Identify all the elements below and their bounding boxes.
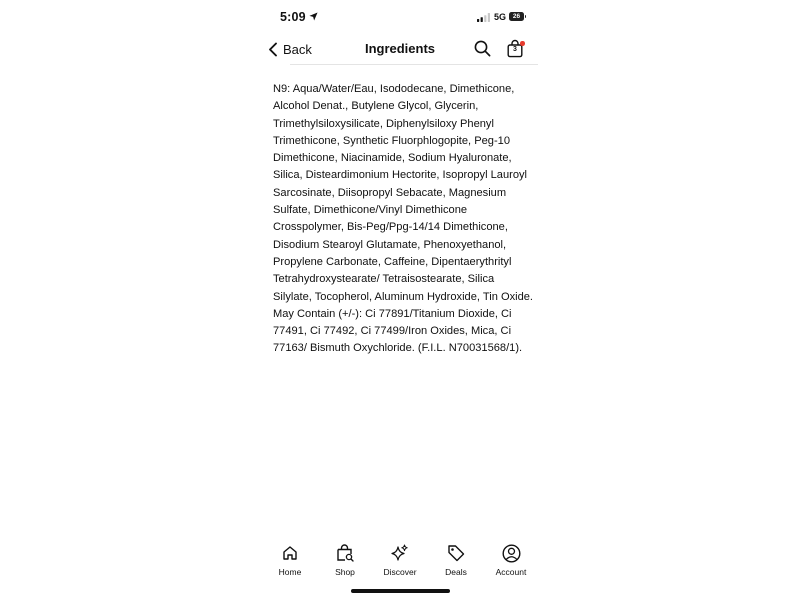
nav-header bbox=[262, 34, 538, 64]
notification-dot bbox=[520, 41, 525, 46]
bottom-tab-bar bbox=[262, 540, 538, 580]
tab-label-deals: Deals bbox=[445, 567, 467, 577]
tab-label-home: Home bbox=[278, 567, 302, 577]
home-icon bbox=[282, 545, 298, 561]
home-indicator[interactable] bbox=[351, 589, 450, 593]
tab-shop[interactable] bbox=[320, 543, 370, 577]
tab-label-discover: Discover bbox=[383, 567, 417, 577]
tab-account[interactable] bbox=[486, 543, 536, 577]
search-icon bbox=[474, 40, 491, 57]
page-title: Ingredients bbox=[364, 41, 436, 56]
back-label: Back bbox=[283, 41, 312, 57]
tab-label-account: Account bbox=[495, 567, 527, 577]
status-time: 5:09 bbox=[280, 10, 306, 24]
account-icon bbox=[502, 544, 521, 563]
tab-discover[interactable] bbox=[375, 543, 425, 577]
ingredients-list: N9: Aqua/Water/Eau, Isododecane, Dimethicone, Alcohol Denat., Butylene Glycol, Glycerin, Trimethylsiloxysilicate, Diphenylsiloxy Phenyl Trimethicone, Synthetic Fluorphlogopite, Peg-10 Dimethicone, Niacinamide, Sodium Hyaluronate, Silica, Disteardimonium Hectorite, Isopropyl Lauroyl Sarcosinate, Diisopropyl Sebacate, Magnesium Sulfate, Dimethicone/Vinyl Dimethicone Crosspolymer, Bis-Peg/Ppg-14/14 Dimethicone, Disodium Stearoyl Glutamate, Phenoxyethanol, Propylene Carbonate, Caffeine, Dipentaerythrityl Tetrahydroxystearate/ Tetraisostearate, Silica Silylate, Tocopherol, Aluminum Hydroxide, Tin Oxide. May Contain (+/-): Ci 77891/Titanium Dioxide, Ci 77491, Ci 77492, Ci 77499/Iron Oxides, Mica, Ci 77163/ Bismuth Oxychloride. (F.I.L. N70031568/1). bbox=[273, 83, 534, 355]
basket-count: 3 bbox=[513, 46, 517, 53]
signal-icon bbox=[477, 13, 491, 22]
basket-button[interactable] bbox=[506, 39, 526, 59]
tag-icon bbox=[447, 544, 465, 562]
status-bar bbox=[262, 0, 538, 34]
tab-label-shop: Shop bbox=[335, 567, 355, 577]
network-type: 5G bbox=[494, 12, 507, 22]
battery-icon: 26 bbox=[509, 12, 524, 21]
tab-home[interactable] bbox=[265, 543, 315, 577]
header-divider bbox=[290, 64, 538, 65]
phone-screen bbox=[262, 0, 538, 600]
search-button[interactable] bbox=[474, 40, 491, 62]
shop-bag-icon bbox=[336, 544, 354, 562]
location-arrow-icon bbox=[309, 12, 318, 21]
chevron-left-icon bbox=[268, 42, 278, 57]
tab-deals[interactable] bbox=[431, 543, 481, 577]
back-button[interactable] bbox=[268, 40, 312, 58]
sparkles-icon bbox=[391, 544, 409, 562]
